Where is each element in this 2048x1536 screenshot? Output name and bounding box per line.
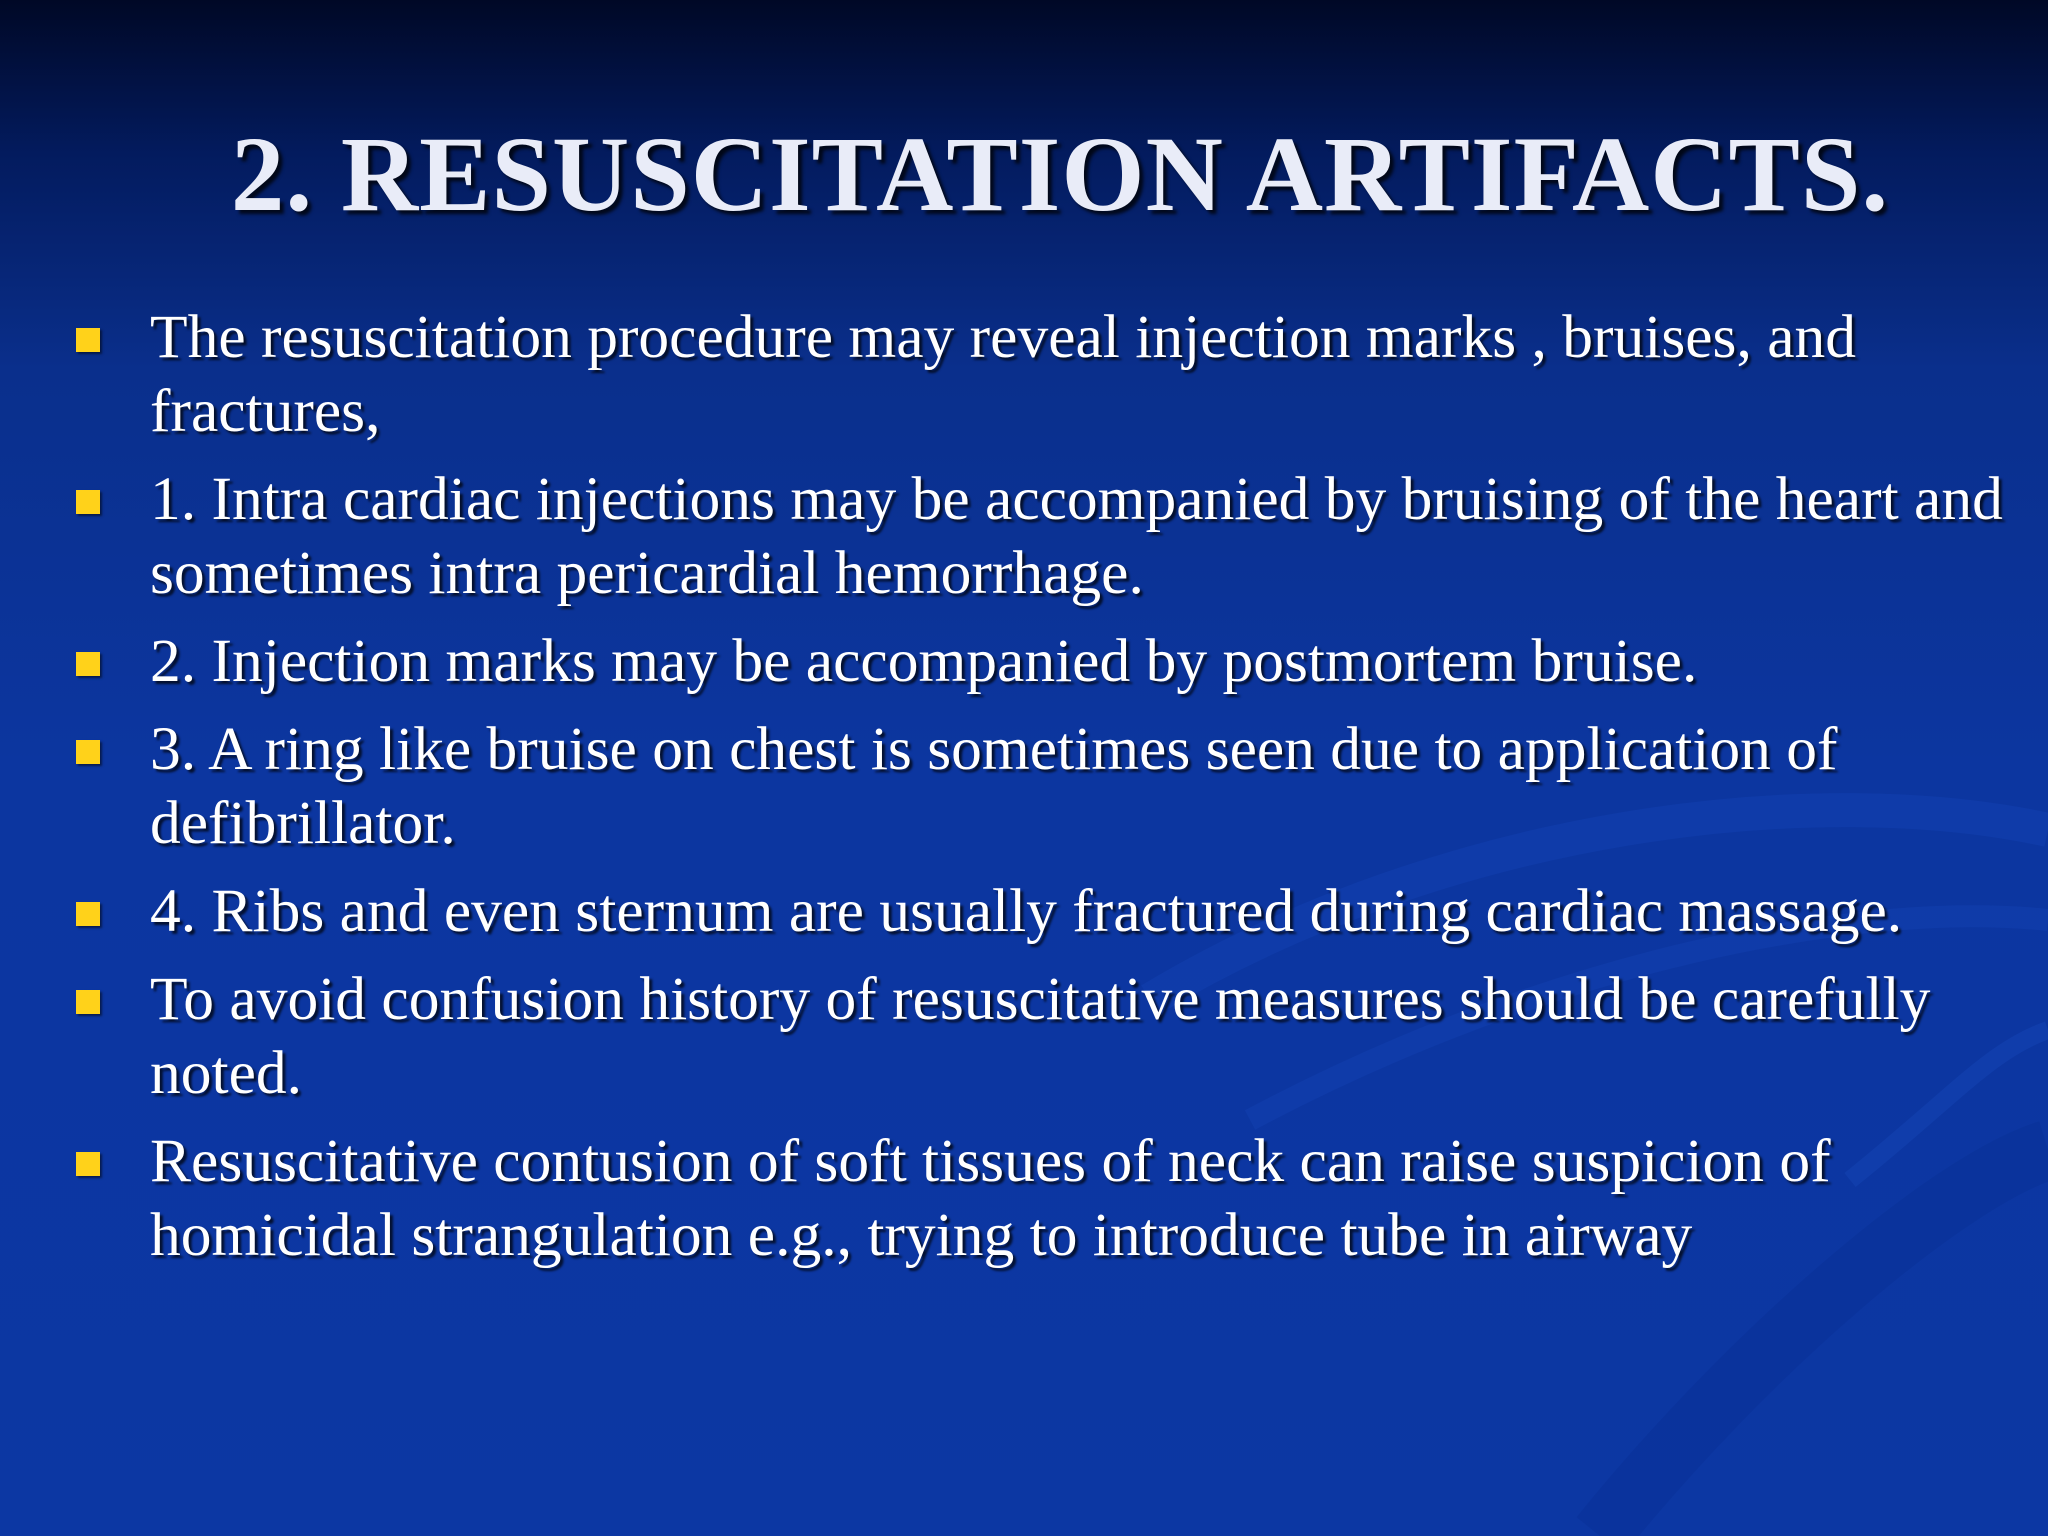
- bullet-text: Resuscitative contusion of soft tissues of neck can raise suspicion of homicidal strangulation e.g., trying to introduce tube in airway: [150, 1127, 1831, 1269]
- bullet-list: [0, 300, 2048, 1286]
- bullet-text: 3. A ring like bruise on chest is sometimes seen due to application of defibrillator.: [150, 715, 1838, 857]
- bullet-text: To avoid confusion history of resuscitative measures should be carefully noted.: [150, 965, 1931, 1107]
- bullet-text: The resuscitation procedure may reveal injection marks , bruises, and fractures,: [150, 303, 1857, 445]
- square-bullet-icon: [76, 652, 100, 676]
- bullet-item: [0, 874, 2048, 948]
- square-bullet-icon: [76, 740, 100, 764]
- square-bullet-icon: [76, 490, 100, 514]
- square-bullet-icon: [76, 990, 100, 1014]
- bullet-item: [0, 462, 2048, 610]
- bullet-item: [0, 624, 2048, 698]
- bullet-item: [0, 962, 2048, 1110]
- bullet-text: 4. Ribs and even sternum are usually fractured during cardiac massage.: [150, 877, 1903, 945]
- square-bullet-icon: [76, 328, 100, 352]
- bullet-item: [0, 1124, 2048, 1272]
- bullet-text: 2. Injection marks may be accompanied by postmortem bruise.: [150, 627, 1698, 695]
- bullet-text: 1. Intra cardiac injections may be accompanied by bruising of the heart and sometimes intra pericardial hemorrhage.: [150, 465, 2003, 607]
- slide-title: 2. RESUSCITATION ARTIFACTS.: [230, 116, 1890, 234]
- square-bullet-icon: [76, 1152, 100, 1176]
- square-bullet-icon: [76, 902, 100, 926]
- bullet-item: [0, 300, 2048, 448]
- bullet-item: [0, 712, 2048, 860]
